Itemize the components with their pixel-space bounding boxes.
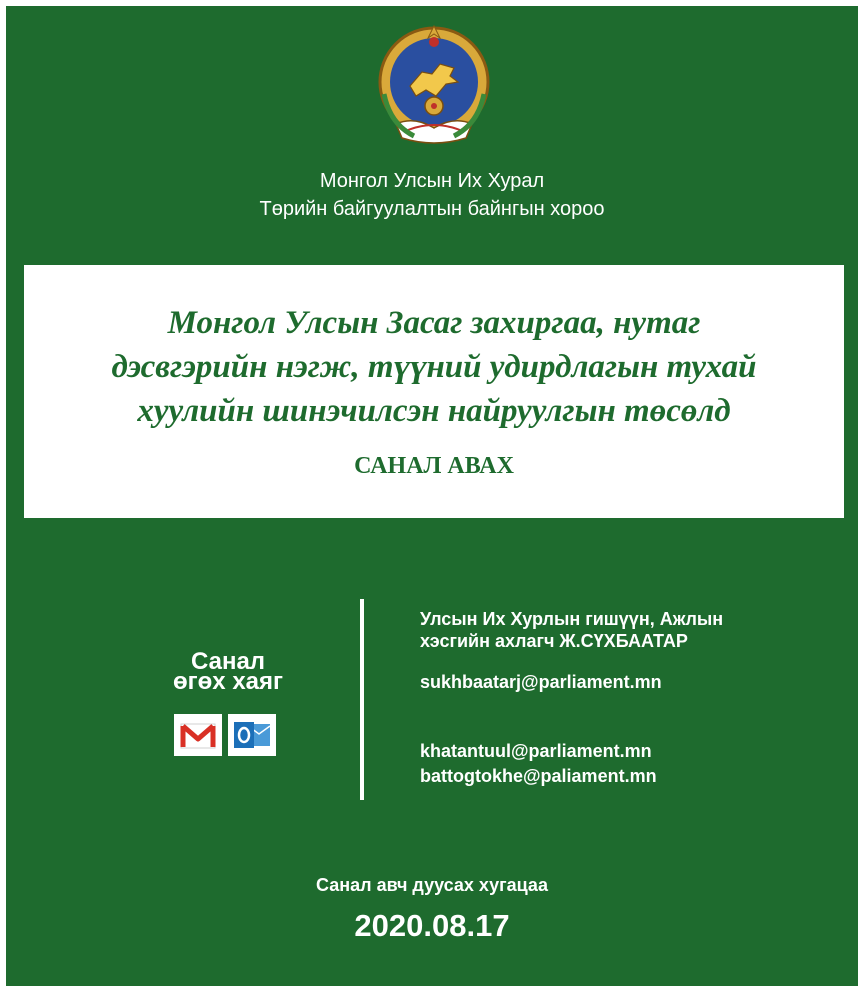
state-emblem-icon (374, 24, 494, 154)
contact-email[interactable]: sukhbaatarj@parliament.mn (420, 672, 662, 692)
organization-name: Монгол Улсын Их Хурал (319, 170, 545, 192)
vertical-divider (360, 599, 364, 800)
feedback-label-line: Санал (190, 648, 266, 675)
gmail-icon[interactable] (174, 714, 222, 756)
contact-person-line: хэсгийн ахлагч Ж.СҮХБААТАР (420, 631, 688, 651)
poster (6, 6, 858, 986)
contact-person-line: Улсын Их Хурлын гишүүн, Ажлын (420, 609, 724, 629)
email-icons (174, 714, 278, 756)
deadline-label: Санал авч дуусах хугацаа (316, 875, 548, 895)
title-line: хуулийн шинэчилсэн найруулгын төсөлд (137, 393, 731, 429)
feedback-label-line: өгөх хаяг (172, 668, 284, 695)
announcement-card (24, 265, 844, 518)
outlook-icon[interactable] (228, 714, 276, 756)
deadline-date: 2020.08.17 (354, 908, 510, 943)
announcement-subtitle: САНАЛ АВАХ (354, 453, 514, 479)
contact-email[interactable]: battogtokhe@paliament.mn (420, 766, 657, 786)
announcement-title (24, 301, 844, 433)
committee-name: Төрийн байгуулалтын байнгын хороо (259, 198, 605, 220)
feedback-label (158, 648, 298, 695)
contact-email[interactable]: khatantuul@parliament.mn (420, 741, 652, 761)
title-line: Монгол Улсын Засаг захиргаа, нутаг (167, 305, 701, 341)
title-line: дэсвгэрийн нэгж, түүний удирдлагын тухай (111, 349, 757, 385)
